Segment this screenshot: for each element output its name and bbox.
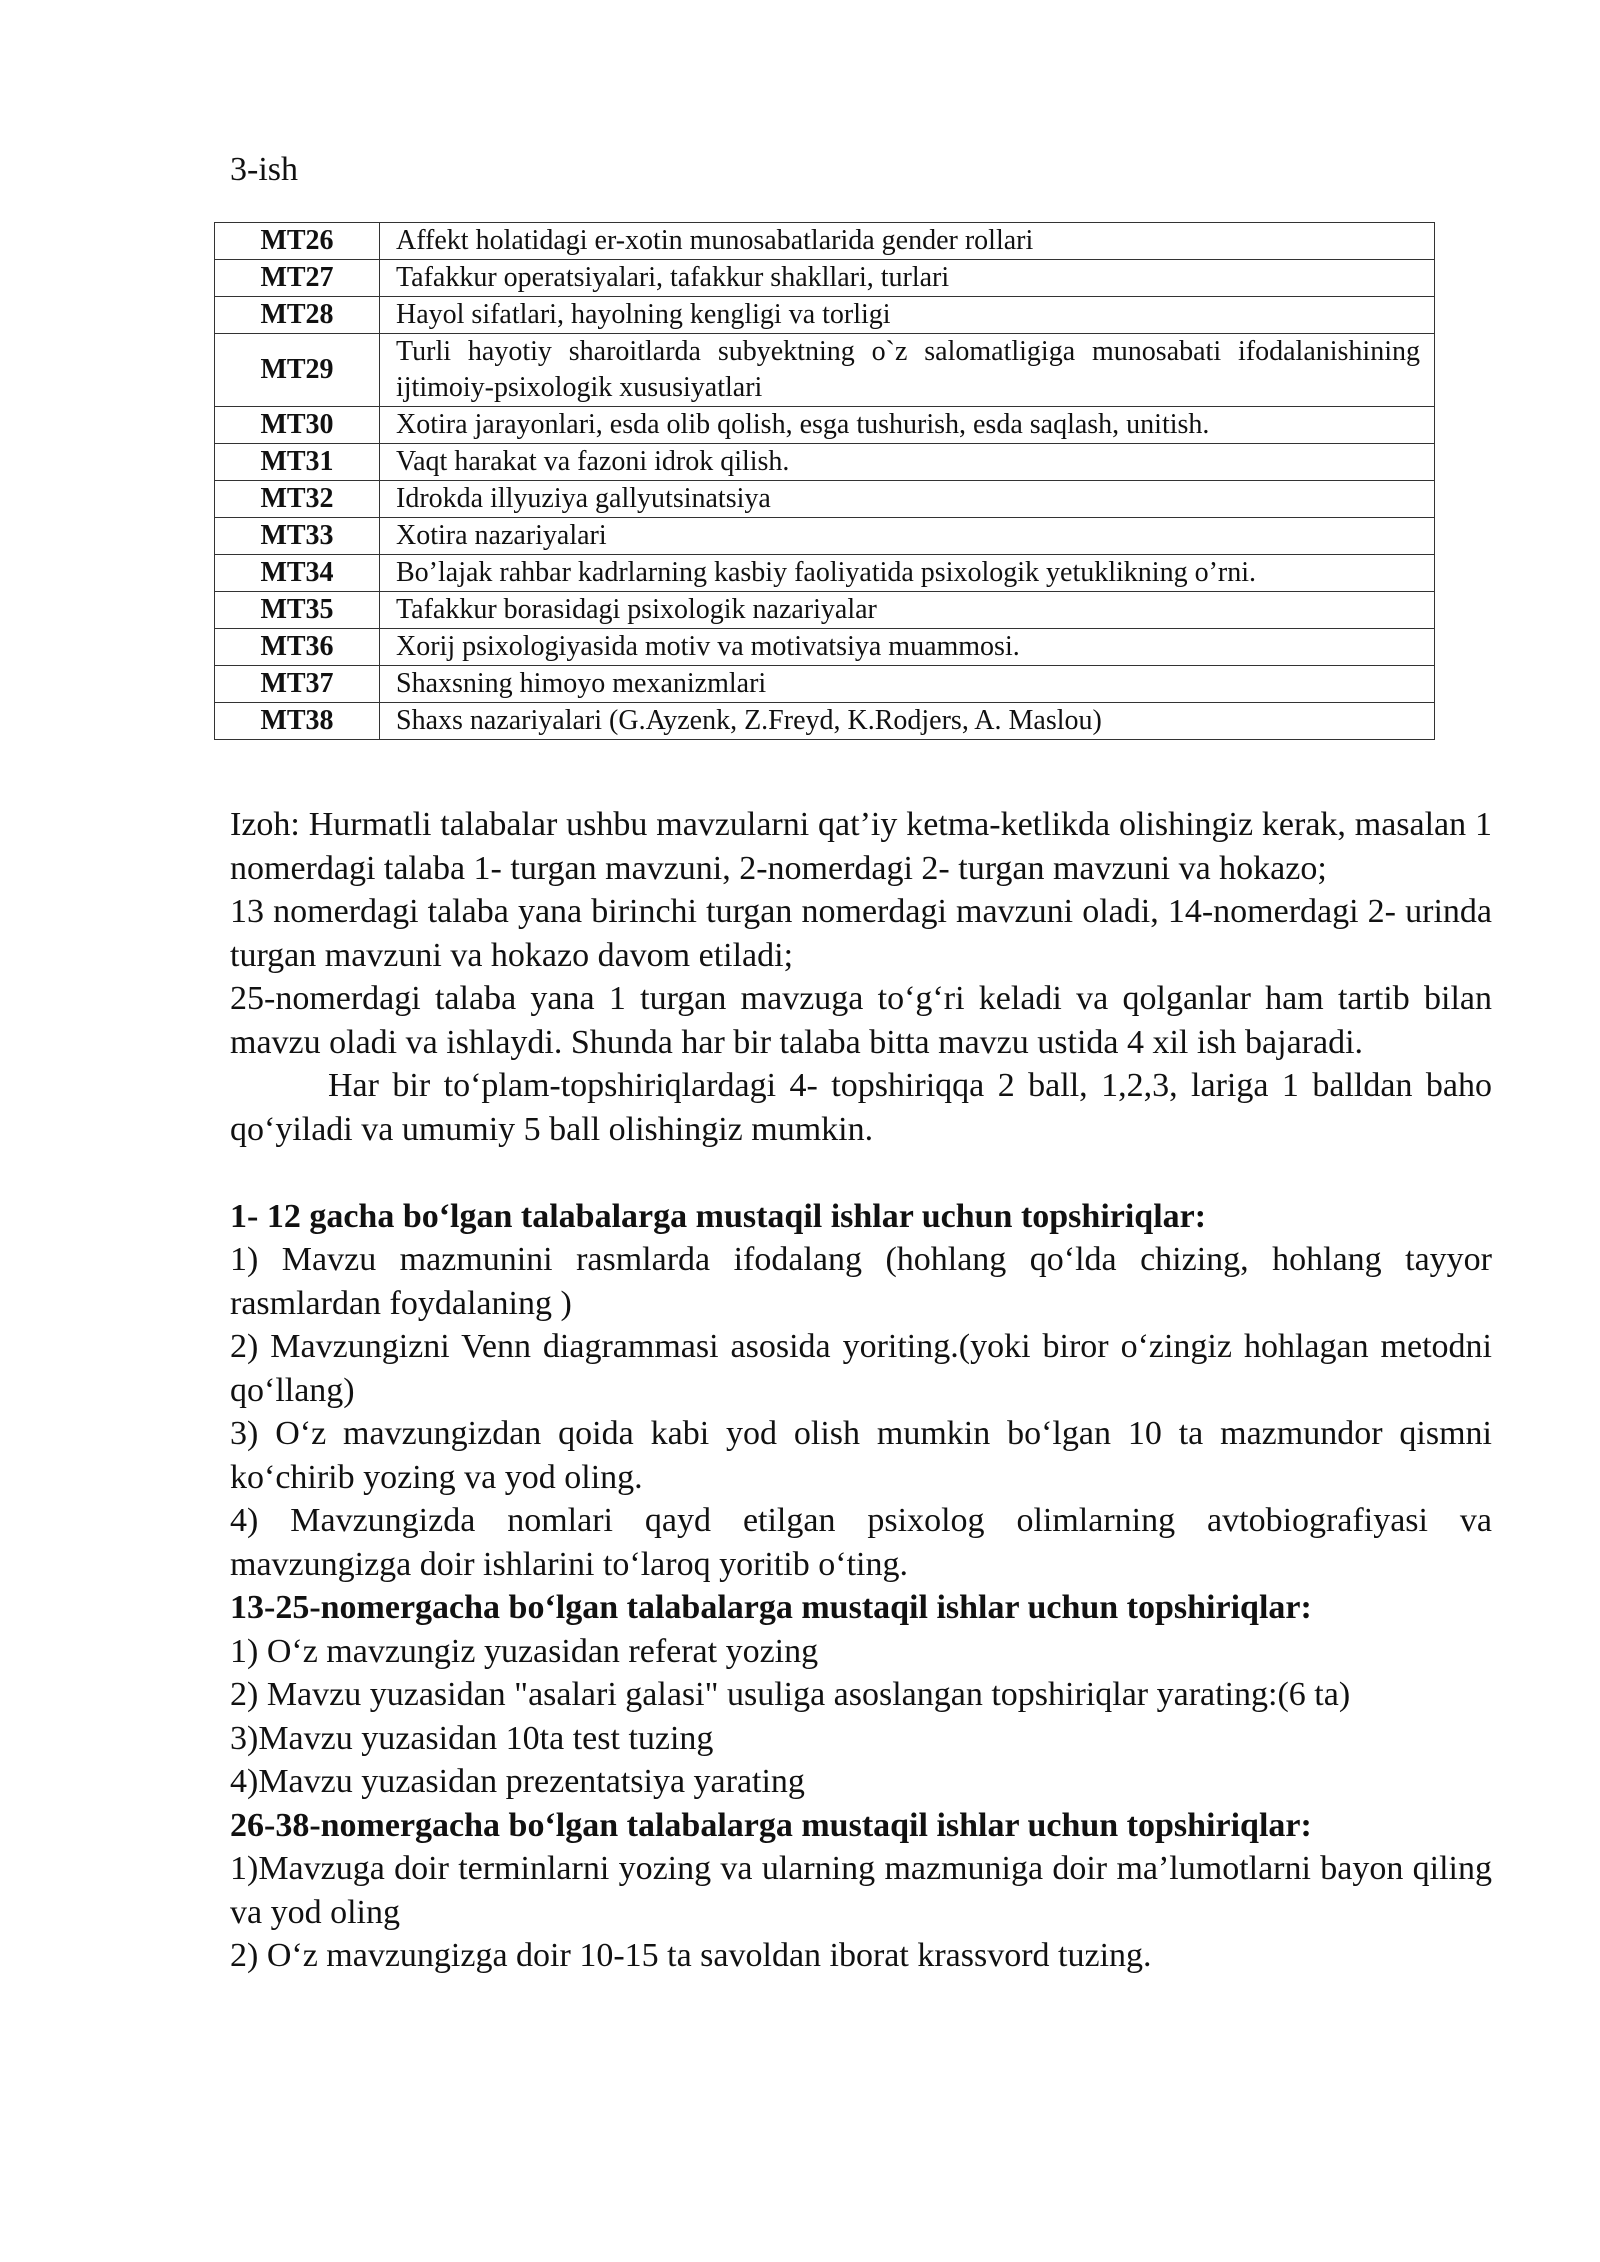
topic-code: MT33 [215, 518, 380, 555]
note-paragraph: 13 nomerdagi talaba yana birinchi turgan nomerdagi mavzuni oladi, 14-nomerdagi 2- urinda turgan mavzuni va hokazo davom etiladi; [230, 893, 1492, 974]
document-body [230, 803, 1492, 1978]
topic-code: MT32 [215, 481, 380, 518]
topic-title: Xorij psixologiyasida motiv va motivatsiya muammosi. [380, 629, 1435, 666]
table-row [215, 518, 1435, 555]
topic-code: MT34 [215, 555, 380, 592]
task-item: 2) O‘z mavzungizga doir 10-15 ta savoldan iborat krassvord tuzing. [230, 1937, 1152, 1974]
task-item: 1) Mavzu mazmunini rasmlarda ifodalang (hohlang qo‘lda chizing, hohlang tayyor rasmlardan foydalaning ) [230, 1241, 1492, 1322]
topic-title: Bo’lajak rahbar kadrlarning kasbiy faoliyatida psixologik yetuklikning o’rni. [380, 555, 1435, 592]
table-row [215, 407, 1435, 444]
table-row [215, 629, 1435, 666]
task-item: 3)Mavzu yuzasidan 10ta test tuzing [230, 1719, 714, 1757]
topic-code: MT31 [215, 444, 380, 481]
topic-title: Turli hayotiy sharoitlarda subyektning o`z salomatligiga munosabati ifodalanishining ijtimoiy-psixologik xususiyatlari [380, 334, 1435, 407]
group3-title: 26-38-nomergacha bo‘lgan talabalarga mustaqil ishlar uchun topshiriqlar: [230, 1806, 1312, 1844]
topic-title: Idrokda illyuziya gallyutsinatsiya [380, 481, 1435, 518]
note-paragraph: 25-nomerdagi talaba yana 1 turgan mavzuga to‘g‘ri keladi va qolganlar ham tartib bilan mavzu oladi va ishlaydi. Shunda har bir talaba bitta mavzu ustida 4 xil ish bajaradi. [230, 980, 1492, 1061]
task-item: 3) O‘z mavzungizdan qoida kabi yod olish mumkin bo‘lgan 10 ta mazmundor qismni ko‘chirib yozing va yod oling. [230, 1415, 1492, 1496]
topic-code: MT27 [215, 260, 380, 297]
topic-code: MT36 [215, 629, 380, 666]
topic-title: Affekt holatidagi er-xotin munosabatlarida gender rollari [380, 223, 1435, 260]
task-item: 4)Mavzu yuzasidan prezentatsiya yarating [230, 1763, 805, 1800]
task-item: 1)Mavzuga doir terminlarni yozing va ularning mazmuniga doir ma’lumotlarni bayon qiling va yod oling [230, 1850, 1492, 1931]
topic-code: MT26 [215, 223, 380, 260]
table-row [215, 260, 1435, 297]
group2-title: 13-25-nomergacha bo‘lgan talabalarga mustaqil ishlar uchun topshiriqlar: [230, 1589, 1312, 1626]
topic-title: Shaxsning himoyo mexanizmlari [380, 666, 1435, 703]
table-row [215, 666, 1435, 703]
topic-title: Xotira jarayonlari, esda olib qolish, esga tushurish, esda saqlash, unitish. [380, 407, 1435, 444]
topic-title: Hayol sifatlari, hayolning kengligi va torligi [380, 297, 1435, 334]
task-item: 4) Mavzungizda nomlari qayd etilgan psixolog olimlarning avtobiografiyasi va mavzungizga doir ishlarini to‘laroq yoritib o‘ting. [230, 1502, 1492, 1583]
table-row [215, 592, 1435, 629]
section-title [230, 1195, 1492, 1239]
table-row [215, 334, 1435, 407]
topic-code: MT29 [215, 334, 380, 407]
table-row [215, 444, 1435, 481]
topic-code: MT37 [215, 666, 380, 703]
table-row [215, 703, 1435, 740]
task-item: 2) Mavzungizni Venn diagrammasi asosida yoriting.(yoki biror o‘zingiz hohlagan metodni qo‘llang) [230, 1328, 1492, 1409]
topic-title: Tafakkur borasidagi psixologik nazariyalar [380, 592, 1435, 629]
task-item: 2) Mavzu yuzasidan "asalari galasi" usuliga asoslangan topshiriqlar yarating:(6 ta) [230, 1676, 1351, 1713]
topic-title: Tafakkur operatsiyalari, tafakkur shakllari, turlari [380, 260, 1435, 297]
table-row [215, 223, 1435, 260]
section-title [230, 1586, 1492, 1630]
table-row [215, 297, 1435, 334]
topic-title: Shaxs nazariyalari (G.Ayzenk, Z.Freyd, K.Rodjers, A. Maslou) [380, 703, 1435, 740]
note-paragraph: Har bir to‘plam-topshiriqlardagi 4- topshiriqqa 2 ball, 1,2,3, lariga 1 balldan baho qo‘yiladi va umumiy 5 ball olishingiz mumkin. [230, 1067, 1492, 1148]
topic-code: MT28 [215, 297, 380, 334]
topic-title: Vaqt harakat va fazoni idrok qilish. [380, 444, 1435, 481]
topics-table [214, 222, 1435, 740]
table-row [215, 481, 1435, 518]
note-paragraph: Izoh: Hurmatli talabalar ushbu mavzularni qat’iy ketma-ketlikda olishingiz kerak, masalan 1 nomerdagi talaba 1- turgan mavzuni, 2-nomerdagi 2- turgan mavzuni va hokazo; [230, 806, 1492, 887]
table-row [215, 555, 1435, 592]
topic-code: MT35 [215, 592, 380, 629]
spacer [230, 1151, 1492, 1195]
page-heading: 3-ish [230, 151, 298, 188]
task-item: 1) O‘z mavzungiz yuzasidan referat yozing [230, 1632, 819, 1670]
group1-title: 1- 12 gacha bo‘lgan talabalarga mustaqil ishlar uchun topshiriqlar: [230, 1197, 1207, 1235]
topic-title: Xotira nazariyalari [380, 518, 1435, 555]
topic-code: MT30 [215, 407, 380, 444]
topic-code: MT38 [215, 703, 380, 740]
section-title [230, 1804, 1492, 1848]
